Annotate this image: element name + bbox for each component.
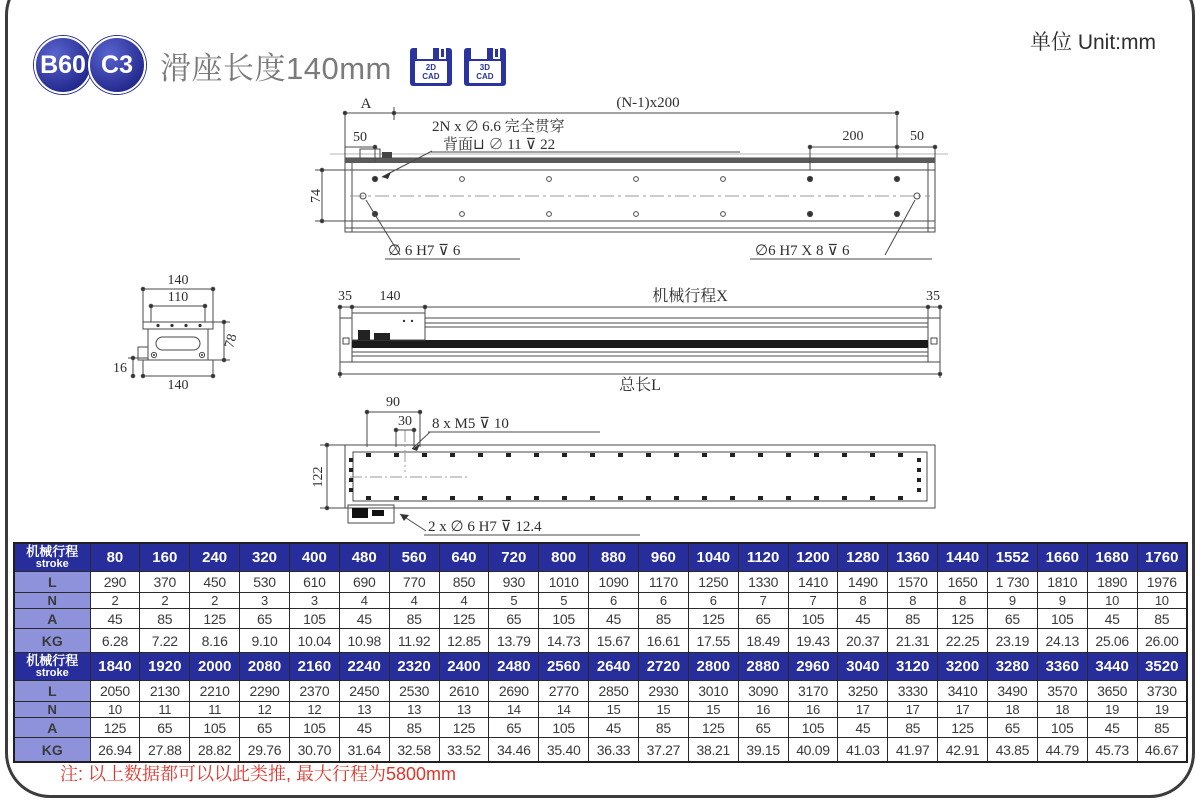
bottom-view-drawing — [320, 410, 935, 535]
row-label-a: A — [14, 718, 90, 738]
stroke-value: 2160 — [289, 653, 339, 681]
kg-value: 36.33 — [589, 738, 639, 763]
note-pin-right: ∅6 H7 X 8 ⊽ 6 — [755, 243, 850, 259]
footnote: 注: 以上数据都可以以此类推, 最大行程为5800mm — [60, 764, 457, 784]
a-value: 65 — [140, 718, 190, 738]
dim-16: 16 — [113, 361, 127, 376]
stroke-value: 2000 — [190, 653, 240, 681]
dim-200: 200 — [842, 129, 864, 144]
n-value: 17 — [838, 702, 888, 718]
kg-value: 41.97 — [888, 738, 938, 763]
row-label-n: N — [14, 702, 90, 718]
a-value: 105 — [1037, 609, 1087, 629]
n-value: 7 — [788, 593, 838, 609]
kg-value: 43.85 — [987, 738, 1037, 763]
a-value: 65 — [738, 718, 788, 738]
stroke-value: 400 — [289, 543, 339, 572]
kg-value: 31.64 — [339, 738, 389, 763]
note-pin-bottom: 2 x ∅ 6 H7 ⊽ 12.4 — [428, 519, 542, 535]
table-row-l-block2 — [14, 681, 1187, 702]
l-value: 1810 — [1037, 572, 1087, 593]
l-value: 530 — [240, 572, 290, 593]
a-value: 105 — [539, 718, 589, 738]
a-value: 105 — [289, 718, 339, 738]
dim-78: 78 — [222, 332, 241, 350]
stroke-value: 1040 — [688, 543, 738, 572]
n-value: 4 — [439, 593, 489, 609]
a-value: 125 — [938, 609, 988, 629]
stroke-x-label: 机械行程X — [652, 288, 728, 305]
l-value: 2770 — [539, 681, 589, 702]
a-value: 65 — [738, 609, 788, 629]
n-value: 8 — [838, 593, 888, 609]
kg-value: 45.73 — [1087, 738, 1137, 763]
a-value: 85 — [140, 609, 190, 629]
table-row-a-block1 — [14, 609, 1187, 629]
l-value: 3090 — [738, 681, 788, 702]
a-value: 45 — [339, 609, 389, 629]
n-value: 17 — [888, 702, 938, 718]
n-value: 6 — [589, 593, 639, 609]
row-label-n: N — [14, 593, 90, 609]
stroke-value: 2400 — [439, 653, 489, 681]
n-value: 13 — [439, 702, 489, 718]
kg-value: 28.82 — [190, 738, 240, 763]
a-value: 65 — [240, 609, 290, 629]
stroke-value: 3200 — [938, 653, 988, 681]
l-value: 370 — [140, 572, 190, 593]
dim-30: 30 — [398, 414, 412, 429]
dim-110: 110 — [167, 290, 189, 305]
n-value: 14 — [489, 702, 539, 718]
n-value: 13 — [339, 702, 389, 718]
a-value: 65 — [489, 718, 539, 738]
l-value: 2930 — [638, 681, 688, 702]
stroke-value: 960 — [638, 543, 688, 572]
stroke-value: 1680 — [1087, 543, 1137, 572]
a-value: 85 — [888, 718, 938, 738]
kg-value: 23.19 — [987, 629, 1037, 653]
page-title: 滑座长度140mm — [160, 50, 392, 86]
l-value: 1890 — [1087, 572, 1137, 593]
kg-value: 34.46 — [489, 738, 539, 763]
l-value: 3490 — [987, 681, 1037, 702]
n-value: 16 — [788, 702, 838, 718]
l-value: 290 — [90, 572, 140, 593]
l-value: 2850 — [589, 681, 639, 702]
kg-value: 22.25 — [938, 629, 988, 653]
stroke-value: 1280 — [838, 543, 888, 572]
kg-value: 39.15 — [738, 738, 788, 763]
stroke-value: 3440 — [1087, 653, 1137, 681]
stroke-value: 1660 — [1037, 543, 1087, 572]
a-value: 85 — [888, 609, 938, 629]
n-value: 19 — [1087, 702, 1137, 718]
l-value: 1 730 — [987, 572, 1037, 593]
l-value: 3330 — [888, 681, 938, 702]
dim-35-right: 35 — [926, 289, 940, 304]
kg-value: 25.06 — [1087, 629, 1137, 653]
stroke-value: 2560 — [539, 653, 589, 681]
n-value: 11 — [190, 702, 240, 718]
n-value: 11 — [140, 702, 190, 718]
l-value: 2210 — [190, 681, 240, 702]
n-value: 3 — [240, 593, 290, 609]
table-row-l-block1 — [14, 572, 1187, 593]
n-value: 10 — [1087, 593, 1137, 609]
kg-value: 20.37 — [838, 629, 888, 653]
stroke-value: 80 — [90, 543, 140, 572]
kg-value: 35.40 — [539, 738, 589, 763]
l-value: 690 — [339, 572, 389, 593]
kg-value: 40.09 — [788, 738, 838, 763]
dim-a: A — [360, 96, 372, 112]
stroke-table-wrap — [13, 542, 1188, 763]
dim-140-carriage: 140 — [379, 289, 401, 304]
a-value: 105 — [788, 609, 838, 629]
stroke-value: 2480 — [489, 653, 539, 681]
n-value: 18 — [1037, 702, 1087, 718]
a-value: 65 — [987, 718, 1037, 738]
row-label-l: L — [14, 681, 90, 702]
a-value: 85 — [389, 718, 439, 738]
n-value: 13 — [389, 702, 439, 718]
n-value: 18 — [987, 702, 1037, 718]
dim-122: 122 — [311, 466, 326, 488]
l-value: 3730 — [1137, 681, 1187, 702]
l-value: 1010 — [539, 572, 589, 593]
cad-2d-label: 2D CAD — [415, 61, 447, 83]
kg-value: 38.21 — [688, 738, 738, 763]
kg-value: 29.76 — [240, 738, 290, 763]
l-value: 1410 — [788, 572, 838, 593]
a-value: 45 — [1087, 718, 1137, 738]
a-value: 65 — [489, 609, 539, 629]
l-value: 1490 — [838, 572, 888, 593]
row-label-stroke: 机械行程 stroke — [14, 543, 90, 572]
kg-value: 30.70 — [289, 738, 339, 763]
kg-value: 26.94 — [90, 738, 140, 763]
stroke-value: 2960 — [788, 653, 838, 681]
stroke-value: 1200 — [788, 543, 838, 572]
n-value: 3 — [289, 593, 339, 609]
series-badge-b60-label: B60 — [40, 50, 86, 79]
l-value: 1330 — [738, 572, 788, 593]
stroke-value: 1920 — [140, 653, 190, 681]
kg-value: 16.61 — [638, 629, 688, 653]
a-value: 85 — [638, 718, 688, 738]
a-value: 45 — [1087, 609, 1137, 629]
l-value: 1976 — [1137, 572, 1187, 593]
l-value: 1090 — [589, 572, 639, 593]
kg-value: 24.13 — [1037, 629, 1087, 653]
stroke-value: 2240 — [339, 653, 389, 681]
stroke-value: 2080 — [240, 653, 290, 681]
n-value: 2 — [140, 593, 190, 609]
a-value: 105 — [190, 718, 240, 738]
l-value: 2450 — [339, 681, 389, 702]
kg-value: 26.00 — [1137, 629, 1187, 653]
stroke-value: 880 — [589, 543, 639, 572]
a-value: 125 — [439, 609, 489, 629]
n-value: 17 — [938, 702, 988, 718]
n-value: 5 — [489, 593, 539, 609]
kg-value: 7.22 — [140, 629, 190, 653]
kg-value: 42.91 — [938, 738, 988, 763]
stroke-value: 1360 — [888, 543, 938, 572]
a-value: 45 — [90, 609, 140, 629]
side-view-drawing — [338, 305, 942, 378]
dim-50-left: 50 — [353, 130, 367, 145]
l-value: 1170 — [638, 572, 688, 593]
n-value: 16 — [738, 702, 788, 718]
l-value: 2130 — [140, 681, 190, 702]
a-value: 105 — [1037, 718, 1087, 738]
row-label-l: L — [14, 572, 90, 593]
stroke-value: 1552 — [987, 543, 1037, 572]
note-m5: 8 x M5 ⊽ 10 — [432, 416, 509, 432]
n-value: 2 — [90, 593, 140, 609]
kg-value: 32.58 — [389, 738, 439, 763]
a-value: 45 — [589, 609, 639, 629]
n-value: 8 — [888, 593, 938, 609]
kg-value: 46.67 — [1137, 738, 1187, 763]
l-value: 930 — [489, 572, 539, 593]
n-value: 6 — [638, 593, 688, 609]
kg-value: 10.98 — [339, 629, 389, 653]
dim-140-bottom: 140 — [167, 378, 189, 393]
n-value: 12 — [240, 702, 290, 718]
a-value: 85 — [389, 609, 439, 629]
a-value: 125 — [190, 609, 240, 629]
l-value: 770 — [389, 572, 439, 593]
n-value: 12 — [289, 702, 339, 718]
row-label-stroke: 机械行程 stroke — [14, 653, 90, 681]
n-value: 9 — [1037, 593, 1087, 609]
l-value: 2690 — [489, 681, 539, 702]
stroke-value: 3280 — [987, 653, 1037, 681]
a-value: 125 — [439, 718, 489, 738]
stroke-value: 3520 — [1137, 653, 1187, 681]
series-badge-c3-label: C3 — [101, 50, 133, 79]
n-value: 14 — [539, 702, 589, 718]
a-value: 65 — [987, 609, 1037, 629]
kg-value: 17.55 — [688, 629, 738, 653]
kg-value: 27.88 — [140, 738, 190, 763]
table-row-kg-block2 — [14, 738, 1187, 763]
dim-90: 90 — [386, 395, 400, 410]
l-value: 850 — [439, 572, 489, 593]
stroke-value: 1760 — [1137, 543, 1187, 572]
kg-value: 19.43 — [788, 629, 838, 653]
n-value: 9 — [987, 593, 1037, 609]
dim-50-right: 50 — [910, 129, 924, 144]
l-value: 1250 — [688, 572, 738, 593]
n-value: 7 — [738, 593, 788, 609]
l-value: 2610 — [439, 681, 489, 702]
l-value: 3650 — [1087, 681, 1137, 702]
kg-value: 9.10 — [240, 629, 290, 653]
a-value: 105 — [788, 718, 838, 738]
n-value: 4 — [339, 593, 389, 609]
row-label-kg: KG — [14, 738, 90, 763]
row-label-a: A — [14, 609, 90, 629]
kg-value: 44.79 — [1037, 738, 1087, 763]
a-value: 125 — [90, 718, 140, 738]
total-length-label: 总长L — [619, 377, 661, 394]
kg-value: 12.85 — [439, 629, 489, 653]
a-value: 45 — [838, 609, 888, 629]
l-value: 1570 — [888, 572, 938, 593]
stroke-value: 160 — [140, 543, 190, 572]
table-row-a-block2 — [14, 718, 1187, 738]
kg-value: 33.52 — [439, 738, 489, 763]
n-value: 2 — [190, 593, 240, 609]
a-value: 125 — [688, 609, 738, 629]
kg-value: 14.73 — [539, 629, 589, 653]
stroke-value: 3040 — [838, 653, 888, 681]
n-value: 5 — [539, 593, 589, 609]
dim-140-top: 140 — [167, 273, 189, 288]
table-row-n-block2 — [14, 702, 1187, 718]
l-value: 2050 — [90, 681, 140, 702]
kg-value: 21.31 — [888, 629, 938, 653]
stroke-value: 3120 — [888, 653, 938, 681]
a-value: 45 — [838, 718, 888, 738]
kg-value: 37.27 — [638, 738, 688, 763]
stroke-value: 3360 — [1037, 653, 1087, 681]
a-value: 85 — [1137, 718, 1187, 738]
n-value: 10 — [1137, 593, 1187, 609]
kg-value: 10.04 — [289, 629, 339, 653]
kg-value: 6.28 — [90, 629, 140, 653]
row-label-kg: KG — [14, 629, 90, 653]
stroke-value: 1840 — [90, 653, 140, 681]
n-value: 15 — [589, 702, 639, 718]
a-value: 105 — [289, 609, 339, 629]
stroke-table — [13, 542, 1188, 763]
l-value: 1650 — [938, 572, 988, 593]
note-pin-left: ∅ 6 H7 ⊽ 6 — [388, 243, 461, 259]
kg-value: 41.03 — [838, 738, 888, 763]
a-value: 85 — [1137, 609, 1187, 629]
cad-3d-label: 3D CAD — [469, 61, 501, 83]
l-value: 450 — [190, 572, 240, 593]
l-value: 610 — [289, 572, 339, 593]
kg-value: 8.16 — [190, 629, 240, 653]
stroke-value: 320 — [240, 543, 290, 572]
n-value: 10 — [90, 702, 140, 718]
a-value: 65 — [240, 718, 290, 738]
stroke-value: 1120 — [738, 543, 788, 572]
n-value: 6 — [688, 593, 738, 609]
a-value: 125 — [688, 718, 738, 738]
n-value: 4 — [389, 593, 439, 609]
n-value: 15 — [638, 702, 688, 718]
l-value: 2290 — [240, 681, 290, 702]
a-value: 85 — [638, 609, 688, 629]
l-value: 2370 — [289, 681, 339, 702]
stroke-value: 800 — [539, 543, 589, 572]
kg-value: 15.67 — [589, 629, 639, 653]
kg-value: 13.79 — [489, 629, 539, 653]
l-value: 2530 — [389, 681, 439, 702]
stroke-value: 640 — [439, 543, 489, 572]
stroke-value: 720 — [489, 543, 539, 572]
l-value: 3250 — [838, 681, 888, 702]
stroke-value: 2720 — [638, 653, 688, 681]
a-value: 105 — [539, 609, 589, 629]
l-value: 3570 — [1037, 681, 1087, 702]
a-value: 125 — [938, 718, 988, 738]
a-value: 45 — [589, 718, 639, 738]
kg-value: 11.92 — [389, 629, 439, 653]
n-value: 19 — [1137, 702, 1187, 718]
stroke-value: 240 — [190, 543, 240, 572]
stroke-value: 2800 — [688, 653, 738, 681]
n-value: 8 — [938, 593, 988, 609]
stroke-value: 2880 — [738, 653, 788, 681]
stroke-value: 2640 — [589, 653, 639, 681]
stroke-value: 1440 — [938, 543, 988, 572]
l-value: 3410 — [938, 681, 988, 702]
table-row-kg-block1 — [14, 629, 1187, 653]
stroke-value: 480 — [339, 543, 389, 572]
stroke-value: 2320 — [389, 653, 439, 681]
dim-pitch: (N-1)x200 — [616, 95, 680, 111]
note-counterbore: 背面⊔ ∅ 11 ⊽ 22 — [443, 137, 556, 153]
unit-label: 单位 Unit:mm — [1030, 31, 1156, 54]
dim-35-left: 35 — [338, 289, 352, 304]
table-row-n-block1 — [14, 593, 1187, 609]
note-through-holes: 2N x ∅ 6.6 完全贯穿 — [432, 119, 565, 135]
l-value: 3170 — [788, 681, 838, 702]
stroke-value: 560 — [389, 543, 439, 572]
l-value: 3010 — [688, 681, 738, 702]
n-value: 15 — [688, 702, 738, 718]
dim-74: 74 — [309, 189, 324, 203]
a-value: 45 — [339, 718, 389, 738]
kg-value: 18.49 — [738, 629, 788, 653]
